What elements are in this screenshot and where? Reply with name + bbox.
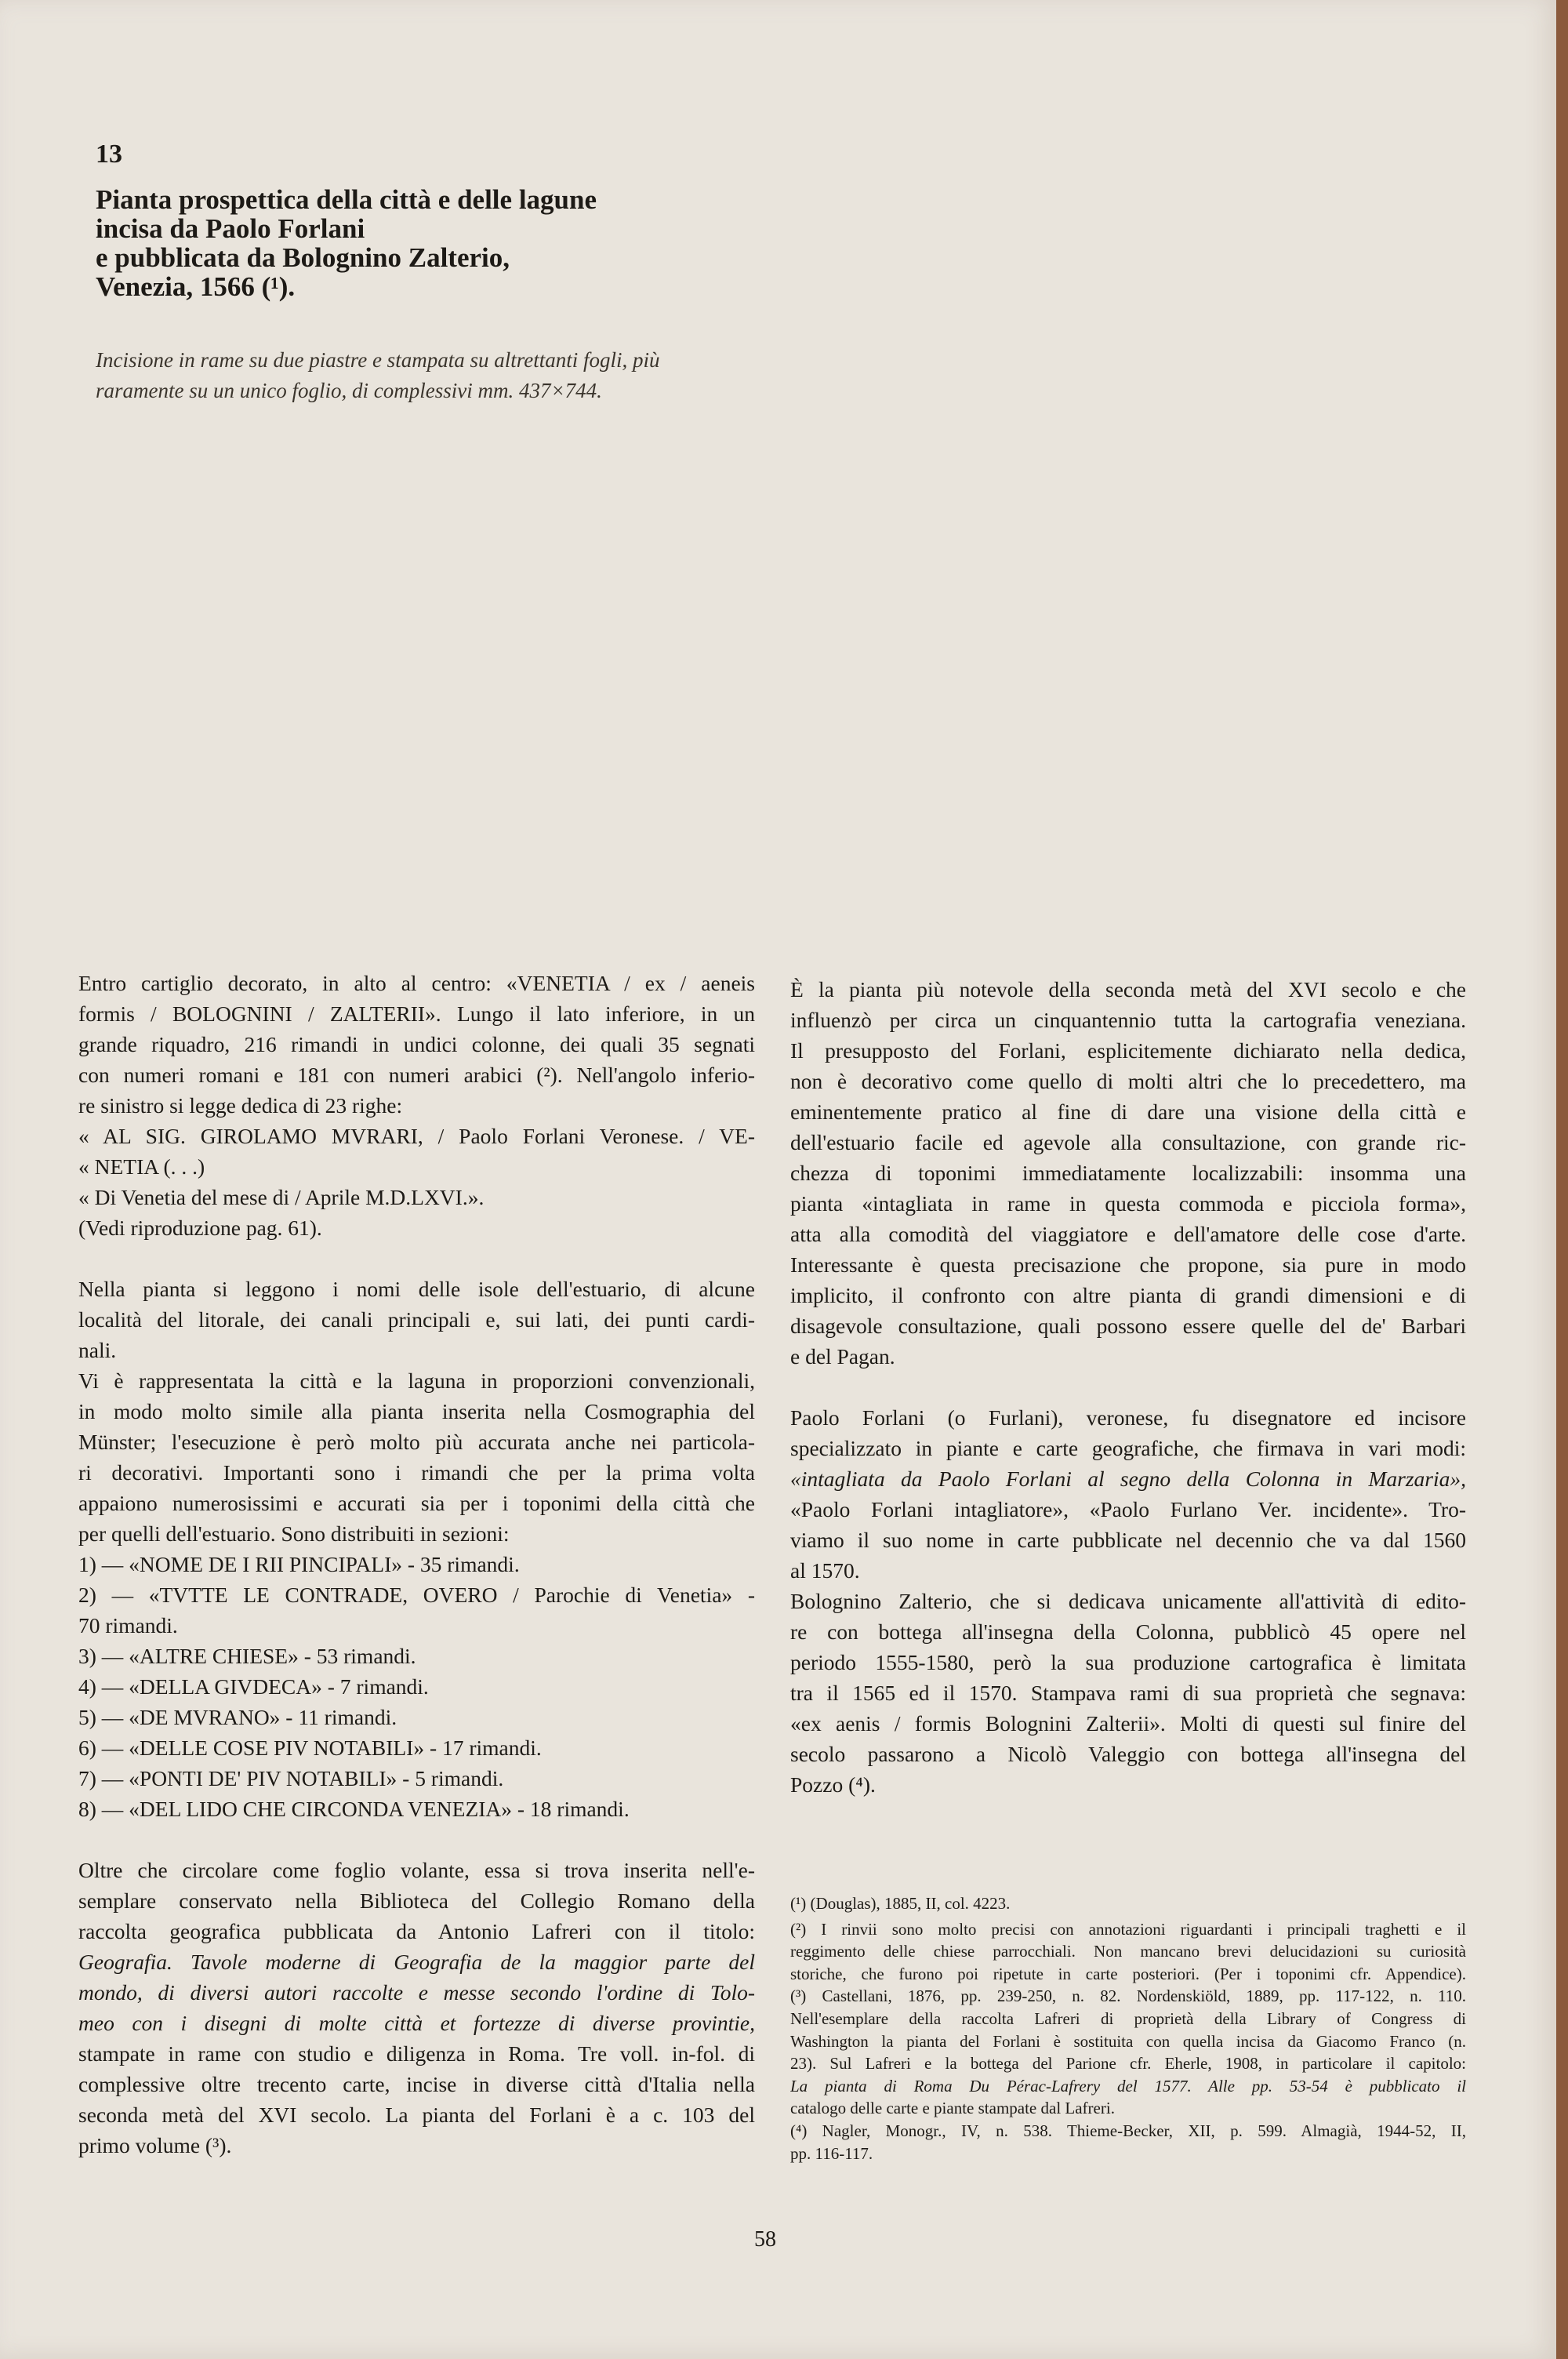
paragraph-map-content xyxy=(78,1274,755,1824)
text-line: Münster; l'esecuzione è però molto più accurata anche nei particola- xyxy=(78,1430,755,1454)
text-line: Oltre che circolare come foglio volante, essa si trova inserita nell'e- xyxy=(78,1858,755,1882)
entry-title-line: incisa da Paolo Forlani xyxy=(96,213,365,244)
text-line: Entro cartiglio decorato, in alto al centro: «VENETIA / ex / aeneis xyxy=(78,971,755,995)
text-line: in modo molto simile alla pianta inserita nella Cosmographia del xyxy=(78,1399,755,1423)
list-item: 4) — «DELLA GIVDECA» - 7 rimandi. xyxy=(78,1674,429,1699)
technique-line: Incisione in rame su due piastre e stampata su altrettanti fogli, più xyxy=(96,348,660,372)
list-item: 7) — «PONTI DE' PIV NOTABILI» - 5 rimandi. xyxy=(78,1766,504,1790)
text-line: seconda metà del XVI secolo. La pianta del Forlani è a c. 103 del xyxy=(78,2103,755,2127)
text-line: per quelli dell'estuario. Sono distribuiti in sezioni: xyxy=(78,1521,510,1546)
text-line: Paolo Forlani (o Furlani), veronese, fu disegnatore ed incisore xyxy=(790,1405,1466,1430)
text-line: complessive oltre trecento carte, incise in diverse città d'Italia nella xyxy=(78,2072,755,2096)
paragraph-cartouche-description xyxy=(78,968,755,1243)
text-line: (Vedi riproduzione pag. 61). xyxy=(78,1216,322,1240)
footnotes xyxy=(790,1892,1466,2165)
footnote-line: Nell'esemplare della raccolta Lafreri di proprietà della Library of Congress di xyxy=(790,2008,1466,2028)
list-item: 3) — «ALTRE CHIESE» - 53 rimandi. xyxy=(78,1644,416,1668)
text-line: non è decorativo come quello di molti altri che lo precedettero, ma xyxy=(790,1069,1466,1093)
text-line: tra il 1565 ed il 1570. Stampava rami di sua proprietà che segnava: xyxy=(790,1681,1466,1705)
text-line: Il presupposto del Forlani, esplicitemente dichiarato nella dedica, xyxy=(790,1038,1466,1063)
footnote-line: catalogo delle carte e piante stampate dal Lafreri. xyxy=(790,2099,1115,2118)
text-line: re sinistro si legge dedica di 23 righe: xyxy=(78,1093,403,1118)
text-line: atta alla comodità del viaggiatore e dell'amatore delle cose d'arte. xyxy=(790,1222,1466,1246)
text-line: «Paolo Forlani intagliatore», «Paolo Furlano Ver. incidente». Tro- xyxy=(790,1497,1466,1521)
footnote-line: Washington la pianta del Forlani è sostituita con quella incisa da Giacomo Franco (n. xyxy=(790,2031,1466,2051)
text-line: Geografia. Tavole moderne di Geografia de la maggior parte del xyxy=(78,1950,755,1974)
footnote-line: (³) Castellani, 1876, pp. 239-250, n. 82. Nordenskiöld, 1889, pp. 117-122, n. 110. xyxy=(790,1986,1466,2006)
entry-title-line: Pianta prospettica della città e delle lagune xyxy=(96,184,597,215)
text-line: re con bottega all'insegna della Colonna, pubblicò 45 opere nel xyxy=(790,1619,1466,1644)
text-line: È la pianta più notevole della seconda metà del XVI secolo e che xyxy=(790,977,1466,1001)
text-line: con numeri romani e 181 con numeri arabici (²). Nell'angolo inferio- xyxy=(78,1063,755,1087)
entry-number: 13 xyxy=(96,140,122,169)
text-line: semplare conservato nella Biblioteca del Collegio Romano della xyxy=(78,1888,755,1913)
text-line: meo con i disegni di molte città et fortezze di diverse provintie, xyxy=(78,2011,755,2035)
footnote-line: (⁴) Nagler, Monogr., IV, n. 538. Thieme-Becker, XII, p. 599. Almagià, 1944-52, II, xyxy=(790,2121,1466,2140)
text-line: specializzato in piante e carte geografiche, che firmava in vari modi: xyxy=(790,1436,1466,1460)
text-line: Interessante è questa precisazione che propone, sia pure in modo xyxy=(790,1252,1466,1277)
text-line: mondo, di diversi autori raccolte e messe secondo l'ordine di Tolo- xyxy=(78,1980,755,2005)
footnote-line: (¹) (Douglas), 1885, II, col. 4223. xyxy=(790,1894,1011,1913)
text-line: « AL SIG. GIROLAMO MVRARI, / Paolo Forlani Veronese. / VE- xyxy=(78,1124,755,1148)
text-line: viamo il suo nome in carte pubblicate nel decennio che va dal 1560 xyxy=(790,1528,1466,1552)
entry-title-line: e pubblicata da Bolognino Zalterio, xyxy=(96,242,510,273)
text-line: secolo passarono a Nicolò Valeggio con bottega all'insegna del xyxy=(790,1742,1466,1766)
text-line: primo volume (³). xyxy=(78,2133,232,2157)
text-line: «ex aenis / formis Bolognini Zalterii». Molti di questi sul finire del xyxy=(790,1711,1466,1736)
text-line: nali. xyxy=(78,1338,117,1362)
text-line: formis / BOLOGNINI / ZALTERII». Lungo il lato inferiore, in un xyxy=(78,1001,755,1026)
list-item: 2) — «TVTTE LE CONTRADE, OVERO / Parochie di Venetia» - xyxy=(78,1583,755,1607)
text-line: disagevole consultazione, quali possono essere quelle del de' Barbari xyxy=(790,1314,1466,1338)
text-line: Nella pianta si leggono i nomi delle isole dell'estuario, di alcune xyxy=(78,1277,755,1301)
text-line: « Di Venetia del mese di / Aprile M.D.LXVI.». xyxy=(78,1185,485,1209)
text-line: influenzò per circa un cinquantennio tutta la cartografia veneziana. xyxy=(790,1008,1466,1032)
entry-title xyxy=(96,185,739,301)
text-line: « NETIA (. . .) xyxy=(78,1154,205,1179)
footnote-line: storiche, che furono poi ripetute in carte posteriori. (Per i toponimi cfr. Appendice). xyxy=(790,1964,1466,1983)
list-item: 6) — «DELLE COSE PIV NOTABILI» - 17 rimandi. xyxy=(78,1736,542,1760)
footnote-line: La pianta di Roma Du Pérac-Lafrery del 1577. Alle pp. 53-54 è pubblicato il xyxy=(790,2076,1466,2095)
text-line: dell'estuario facile ed agevole alla consultazione, con grande ric- xyxy=(790,1130,1466,1154)
list-item: 5) — «DE MVRANO» - 11 rimandi. xyxy=(78,1705,397,1729)
page-number: 58 xyxy=(754,2227,776,2252)
text-line: Vi è rappresentata la città e la laguna in proporzioni convenzionali, xyxy=(78,1369,755,1393)
text-line: appaiono numerosissimi e accurati sia per i toponimi della città che xyxy=(78,1491,755,1515)
text-line: raccolta geografica pubblicata da Antonio Lafreri con il titolo: xyxy=(78,1919,755,1943)
footnote-line: 23). Sul Lafreri e la bottega del Parione cfr. Eherle, 1908, in particolare il capitolo: xyxy=(790,2054,1466,2074)
right-column xyxy=(790,974,1466,1800)
text-line: periodo 1555-1580, però la sua produzione cartografica è limitata xyxy=(790,1650,1466,1674)
text-line: località del litorale, dei canali principali e, sui lati, dei punti cardi- xyxy=(78,1307,755,1332)
text-line: Pozzo (⁴). xyxy=(790,1772,876,1797)
footnote-line: pp. 116-117. xyxy=(790,2143,873,2163)
text-line: chezza di toponimi immediatamente localizzabili: insomma una xyxy=(790,1161,1466,1185)
list-item: 1) — «NOME DE I RII PINCIPALI» - 35 rimandi. xyxy=(78,1552,520,1576)
text-line: pianta «intagliata in rame in questa commoda e picciola forma», xyxy=(790,1191,1466,1216)
entry-title-line: Venezia, 1566 (¹). xyxy=(96,271,296,302)
paragraph-significance xyxy=(790,974,1466,1372)
footnote-line: (²) I rinvii sono molto precisi con annotazioni riguardanti i principali traghetti e il xyxy=(790,1919,1466,1939)
text-line: stampate in rame con studio e diligenza in Roma. Tre voll. in-fol. di xyxy=(78,2041,755,2066)
paragraph-forlani-zalterio xyxy=(790,1402,1466,1800)
text-line: grande riquadro, 216 rimandi in undici colonne, dei quali 35 segnati xyxy=(78,1032,755,1056)
technique-line: raramente su un unico foglio, di complessivi mm. 437×744. xyxy=(96,379,602,402)
text-line: Bolognino Zalterio, che si dedicava unicamente all'attività di edito- xyxy=(790,1589,1466,1613)
text-line: e del Pagan. xyxy=(790,1344,895,1369)
text-line: «intagliata da Paolo Forlani al segno della Colonna in Marzaria», xyxy=(790,1467,1466,1491)
entry-technique-note xyxy=(96,345,786,406)
text-line: implicito, il confronto con altre pianta di grandi dimensioni e di xyxy=(790,1283,1466,1307)
text-line: eminentemente pratico al fine di dare una visione della città e xyxy=(790,1100,1466,1124)
left-column xyxy=(78,968,755,2161)
footnote-line: reggimento delle chiese parrocchiali. Non mancano brevi delucidazioni su curiosità xyxy=(790,1942,1466,1961)
paragraph-lafreri-collection xyxy=(78,1855,755,2161)
list-item: 70 rimandi. xyxy=(78,1613,178,1637)
text-line: ri decorativi. Importanti sono i rimandi che per la prima volta xyxy=(78,1460,755,1485)
page-edge-background xyxy=(1556,0,1568,2359)
list-item: 8) — «DEL LIDO CHE CIRCONDA VENEZIA» - 18 rimandi. xyxy=(78,1797,630,1821)
text-line: al 1570. xyxy=(790,1558,860,1583)
